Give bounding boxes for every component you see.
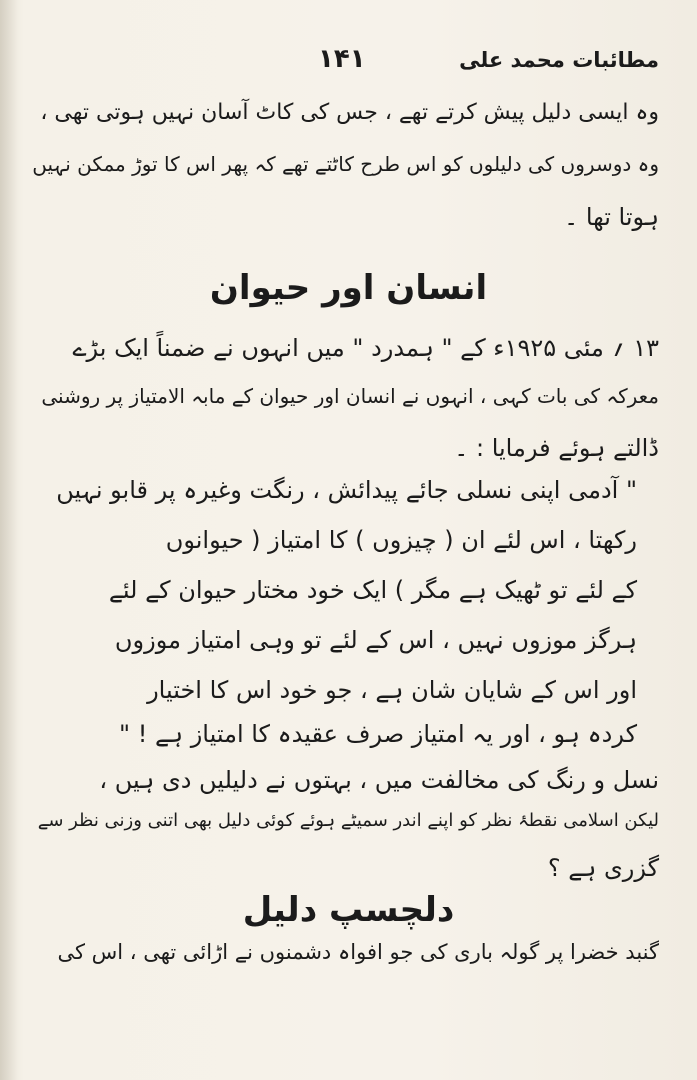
text-line: معرکہ کی بات کہی ، انہوں نے انسان اور حیوان کے مابہ الامتیاز پر روشنی: [41, 384, 659, 408]
quote-line: اور اس کے شایان شان ہے ، جو خود اس کا اختیار: [147, 676, 637, 704]
text-line: گزری ہے ؟: [547, 854, 659, 882]
text-line: ڈالتے ہوئے فرمایا : ۔: [454, 434, 659, 462]
text-line: لیکن اسلامی نقطۂ نظر کو اپنے اندر سمیٹے ہوئے کوئی دلیل بھی اتنی وزنی نظر سے: [37, 810, 659, 831]
section-heading: انسان اور حیوان: [209, 268, 488, 308]
text-line: ہوتا تھا ۔: [564, 203, 659, 231]
quote-line: ہرگز موزوں نہیں ، اس کے لئے تو وہی امتیاز موزوں: [114, 626, 637, 654]
quote-line: " آدمی اپنی نسلی جائے پیدائش ، رنگت وغیرہ پر قابو نہیں: [56, 476, 637, 504]
text-line: وہ دوسروں کی دلیلوں کو اس طرح کاٹتے تھے کہ پھر اس کا توڑ ممکن نہیں: [32, 152, 659, 176]
section-heading: دلچسپ دلیل: [242, 890, 455, 930]
text-line: نسل و رنگ کی مخالفت میں ، بہتوں نے دلیلیں دی ہیں ،: [99, 766, 659, 794]
running-header-title: مطائبات محمد علی: [459, 48, 659, 72]
text-line: گنبد خضرا پر گولہ باری کی جو افواہ دشمنوں نے اڑائی تھی ، اس کی: [57, 940, 659, 964]
text-line: ۱۳ ؍ مئی ۱۹۲۵ء کے " ہمدرد " میں انہوں نے ضمناً ایک بڑے: [72, 334, 659, 362]
quote-line: رکھتا ، اس لئے ان ( چیزوں ) کا امتیاز ( حیوانوں: [165, 526, 637, 554]
quote-line: کے لئے تو ٹھیک ہے مگر ) ایک خود مختار حیوان کے لئے: [108, 576, 637, 604]
page-number: ۱۴۱: [318, 44, 366, 74]
text-line: وہ ایسی دلیل پیش کرتے تھے ، جس کی کاٹ آسان نہیں ہوتی تھی ،: [40, 100, 659, 125]
quote-line: کردہ ہو ، اور یہ امتیاز صرف عقیدہ کا امتیاز ہے ! ": [119, 720, 637, 748]
